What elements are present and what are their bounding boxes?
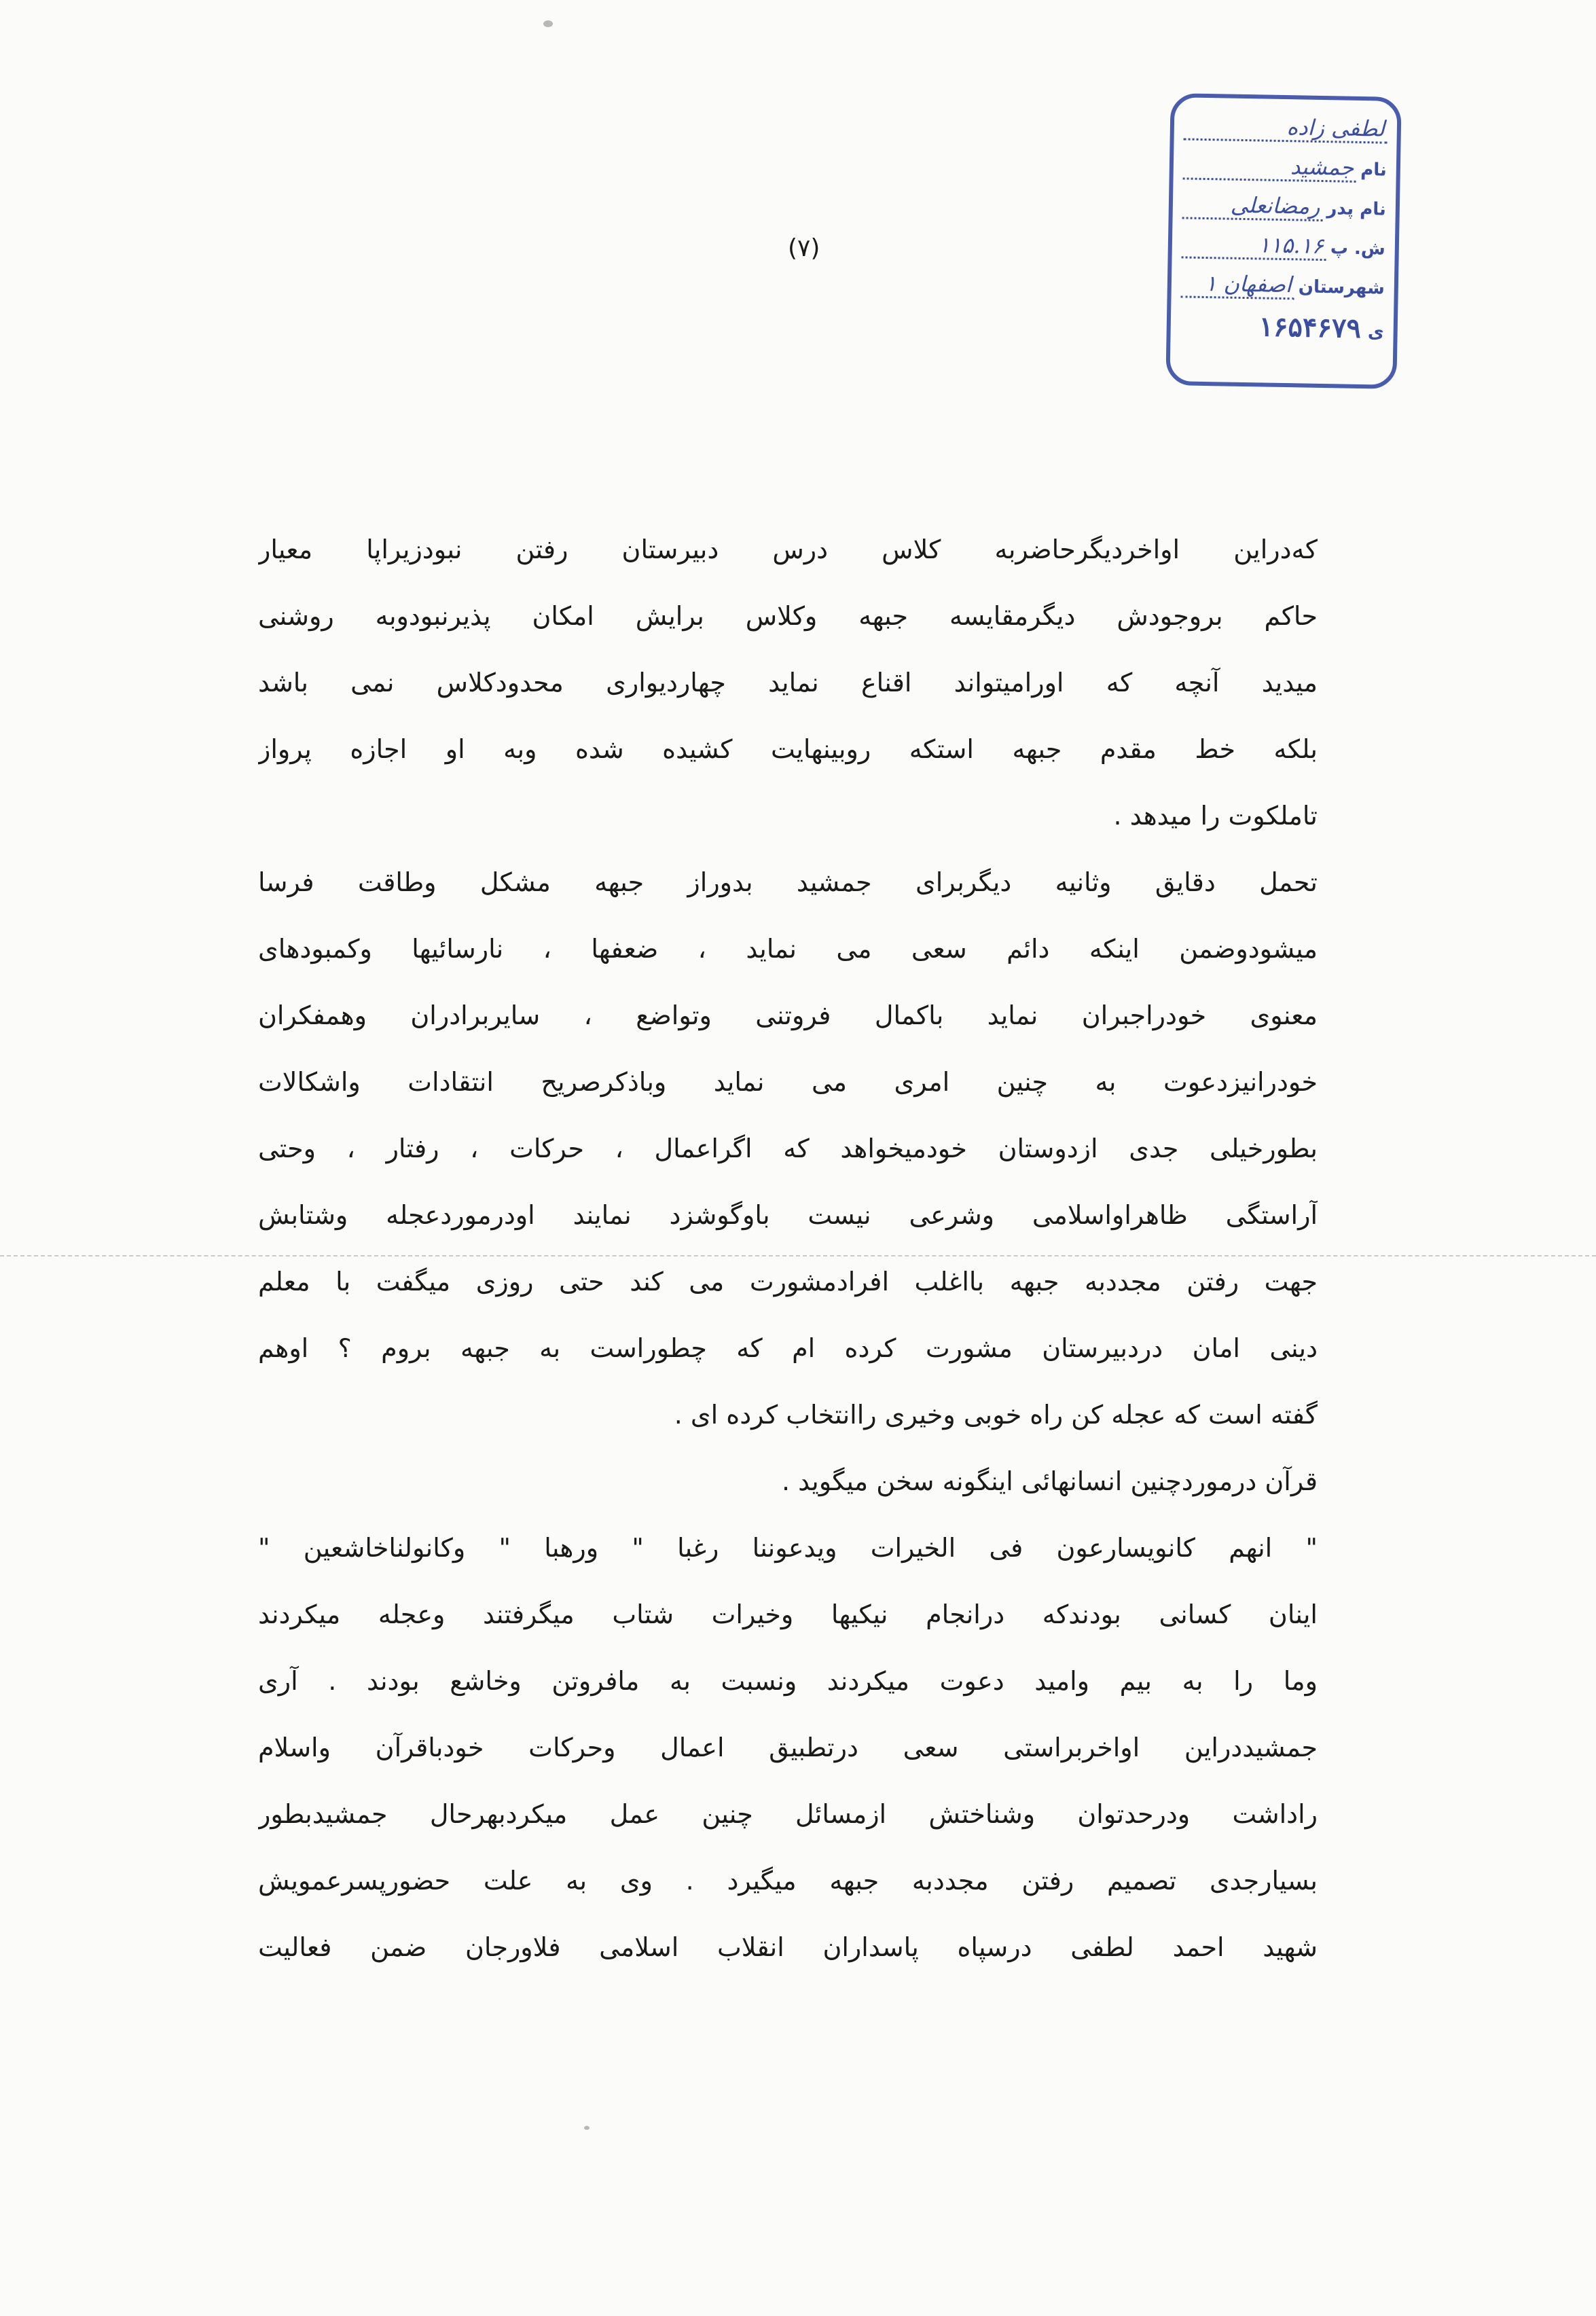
text-line: " انهم کانویسارعون فی الخیرات ویدعوننا رغبا " ورهبا " وکانولناخاشعین "	[258, 1533, 1318, 1563]
stamp-name-value: جمشید	[1183, 151, 1357, 182]
text-line: کەدراین اواخردیگرحاضربه کلاس درس دبیرستان رفتن نبودزیراپا معیار	[258, 535, 1318, 564]
text-line: آراستگی ظاهراواسلامی وشرعی نیست باوگوشزد نمایند اودرموردعجله وشتابش	[258, 1200, 1318, 1230]
text-line: حاکم بروجودش دیگرمقایسه جبهه وکلاس برایش امکان پذیرنبودوبه روشنی	[258, 601, 1318, 631]
stamp-name-label: نام	[1360, 159, 1388, 181]
stamp-row-city	[1180, 270, 1385, 312]
stamp-row-surname	[1183, 112, 1388, 155]
text-line: میشودوضمن اینکه دائم سعی می نماید ، ضعفها ، نارسائیها وکمبودهای	[258, 934, 1318, 964]
stamp-row-id	[1181, 230, 1385, 273]
text-line: قرآن درموردچنین انسانهائی اینگونه سخن میگوید .	[782, 1466, 1318, 1496]
text-line: گفته است که عجله کن راه خوبی وخیری راانتخاب کرده ای .	[674, 1400, 1318, 1430]
stamp-number-label: ی	[1367, 322, 1384, 343]
document-body	[258, 516, 1318, 1980]
text-line: تحمل دقایق وثانیه دیگربرای جمشید بدوراز جبهه مشکل وطاقت فرسا	[258, 867, 1318, 897]
text-line: جمشیددراین اواخربراستی سعی درتطبیق اعمال وحرکات خودباقرآن واسلام	[258, 1733, 1318, 1762]
text-line: میدید آنچه که اورامیتواند اقناع نماید چهاردیواری محدودکلاس نمی باشد	[258, 668, 1318, 698]
text-line: اینان کسانی بودندکه درانجام نیکیها وخیرات شتاب میگرفتند وعجله میکردند	[258, 1599, 1318, 1629]
stamp-id-label: ش. پ	[1330, 238, 1386, 259]
text-line: معنوی خودراجبران نماید باکمال فروتنی وتواضع ، سایربرادران وهمفکران	[258, 1000, 1318, 1030]
text-line: دینی امان دردبیرستان مشورت کرده ام که چطوراست به جبهه بروم ؟ اوهم	[258, 1333, 1318, 1363]
stamp-surname-value: لطفی زاده	[1184, 112, 1388, 143]
stamp-city-value: اصفهان ۱	[1181, 270, 1295, 300]
text-line: خودرانیزدعوت به چنین امری می نماید وباذکرصریح انتقادات واشکالات	[258, 1067, 1318, 1097]
text-line: شهید احمد لطفی درسپاه پاسداران انقلاب اسلامی فلاورجان ضمن فعالیت	[258, 1932, 1318, 1962]
stamp-father-label: نام پدر	[1326, 198, 1387, 220]
stamp-father-value: رمضانعلی	[1182, 191, 1323, 221]
stamp-id-value: ۱۱۵.۱۶	[1182, 230, 1327, 261]
stamp-row-name	[1182, 151, 1387, 194]
stamp-number-value: ۱۶۵۴۶۷۹	[1258, 310, 1362, 345]
text-line: راداشت ودرحدتوان وشناختش ازمسائل چنین عمل میکردبهرحال جمشیدبطور	[258, 1799, 1318, 1829]
text-line: بسیارجدی تصمیم رفتن مجددبه جبهه میگیرد . وی به علت حضورپسرعمویش	[258, 1866, 1318, 1896]
stamp-row-number	[1180, 309, 1384, 352]
text-line: وما را به بیم وامید دعوت میکردند ونسبت به مافروتن وخاشع بودند . آری	[258, 1666, 1318, 1696]
text-line: تاملکوت را میدهد .	[1113, 801, 1318, 831]
text-line: بلکه خط مقدم جبهه استکه روبینهایت کشیده شده وبه او اجازه پرواز	[258, 734, 1318, 764]
scan-speck	[543, 20, 553, 27]
stamp-row-father	[1182, 191, 1386, 234]
identity-stamp	[1165, 93, 1401, 389]
text-line: بطورخیلی جدی ازدوستان خودمیخواهد که اگراعمال ، حرکات ، رفتار ، وحتی	[258, 1134, 1318, 1163]
text-line: جهت رفتن مجددبه جبهه بااغلب افرادمشورت می کند حتی روزی میگفت با معلم	[258, 1267, 1318, 1297]
scan-speck	[584, 2126, 590, 2130]
stamp-city-label: شهرستان	[1298, 276, 1385, 299]
page-number: (۷)	[788, 234, 820, 262]
